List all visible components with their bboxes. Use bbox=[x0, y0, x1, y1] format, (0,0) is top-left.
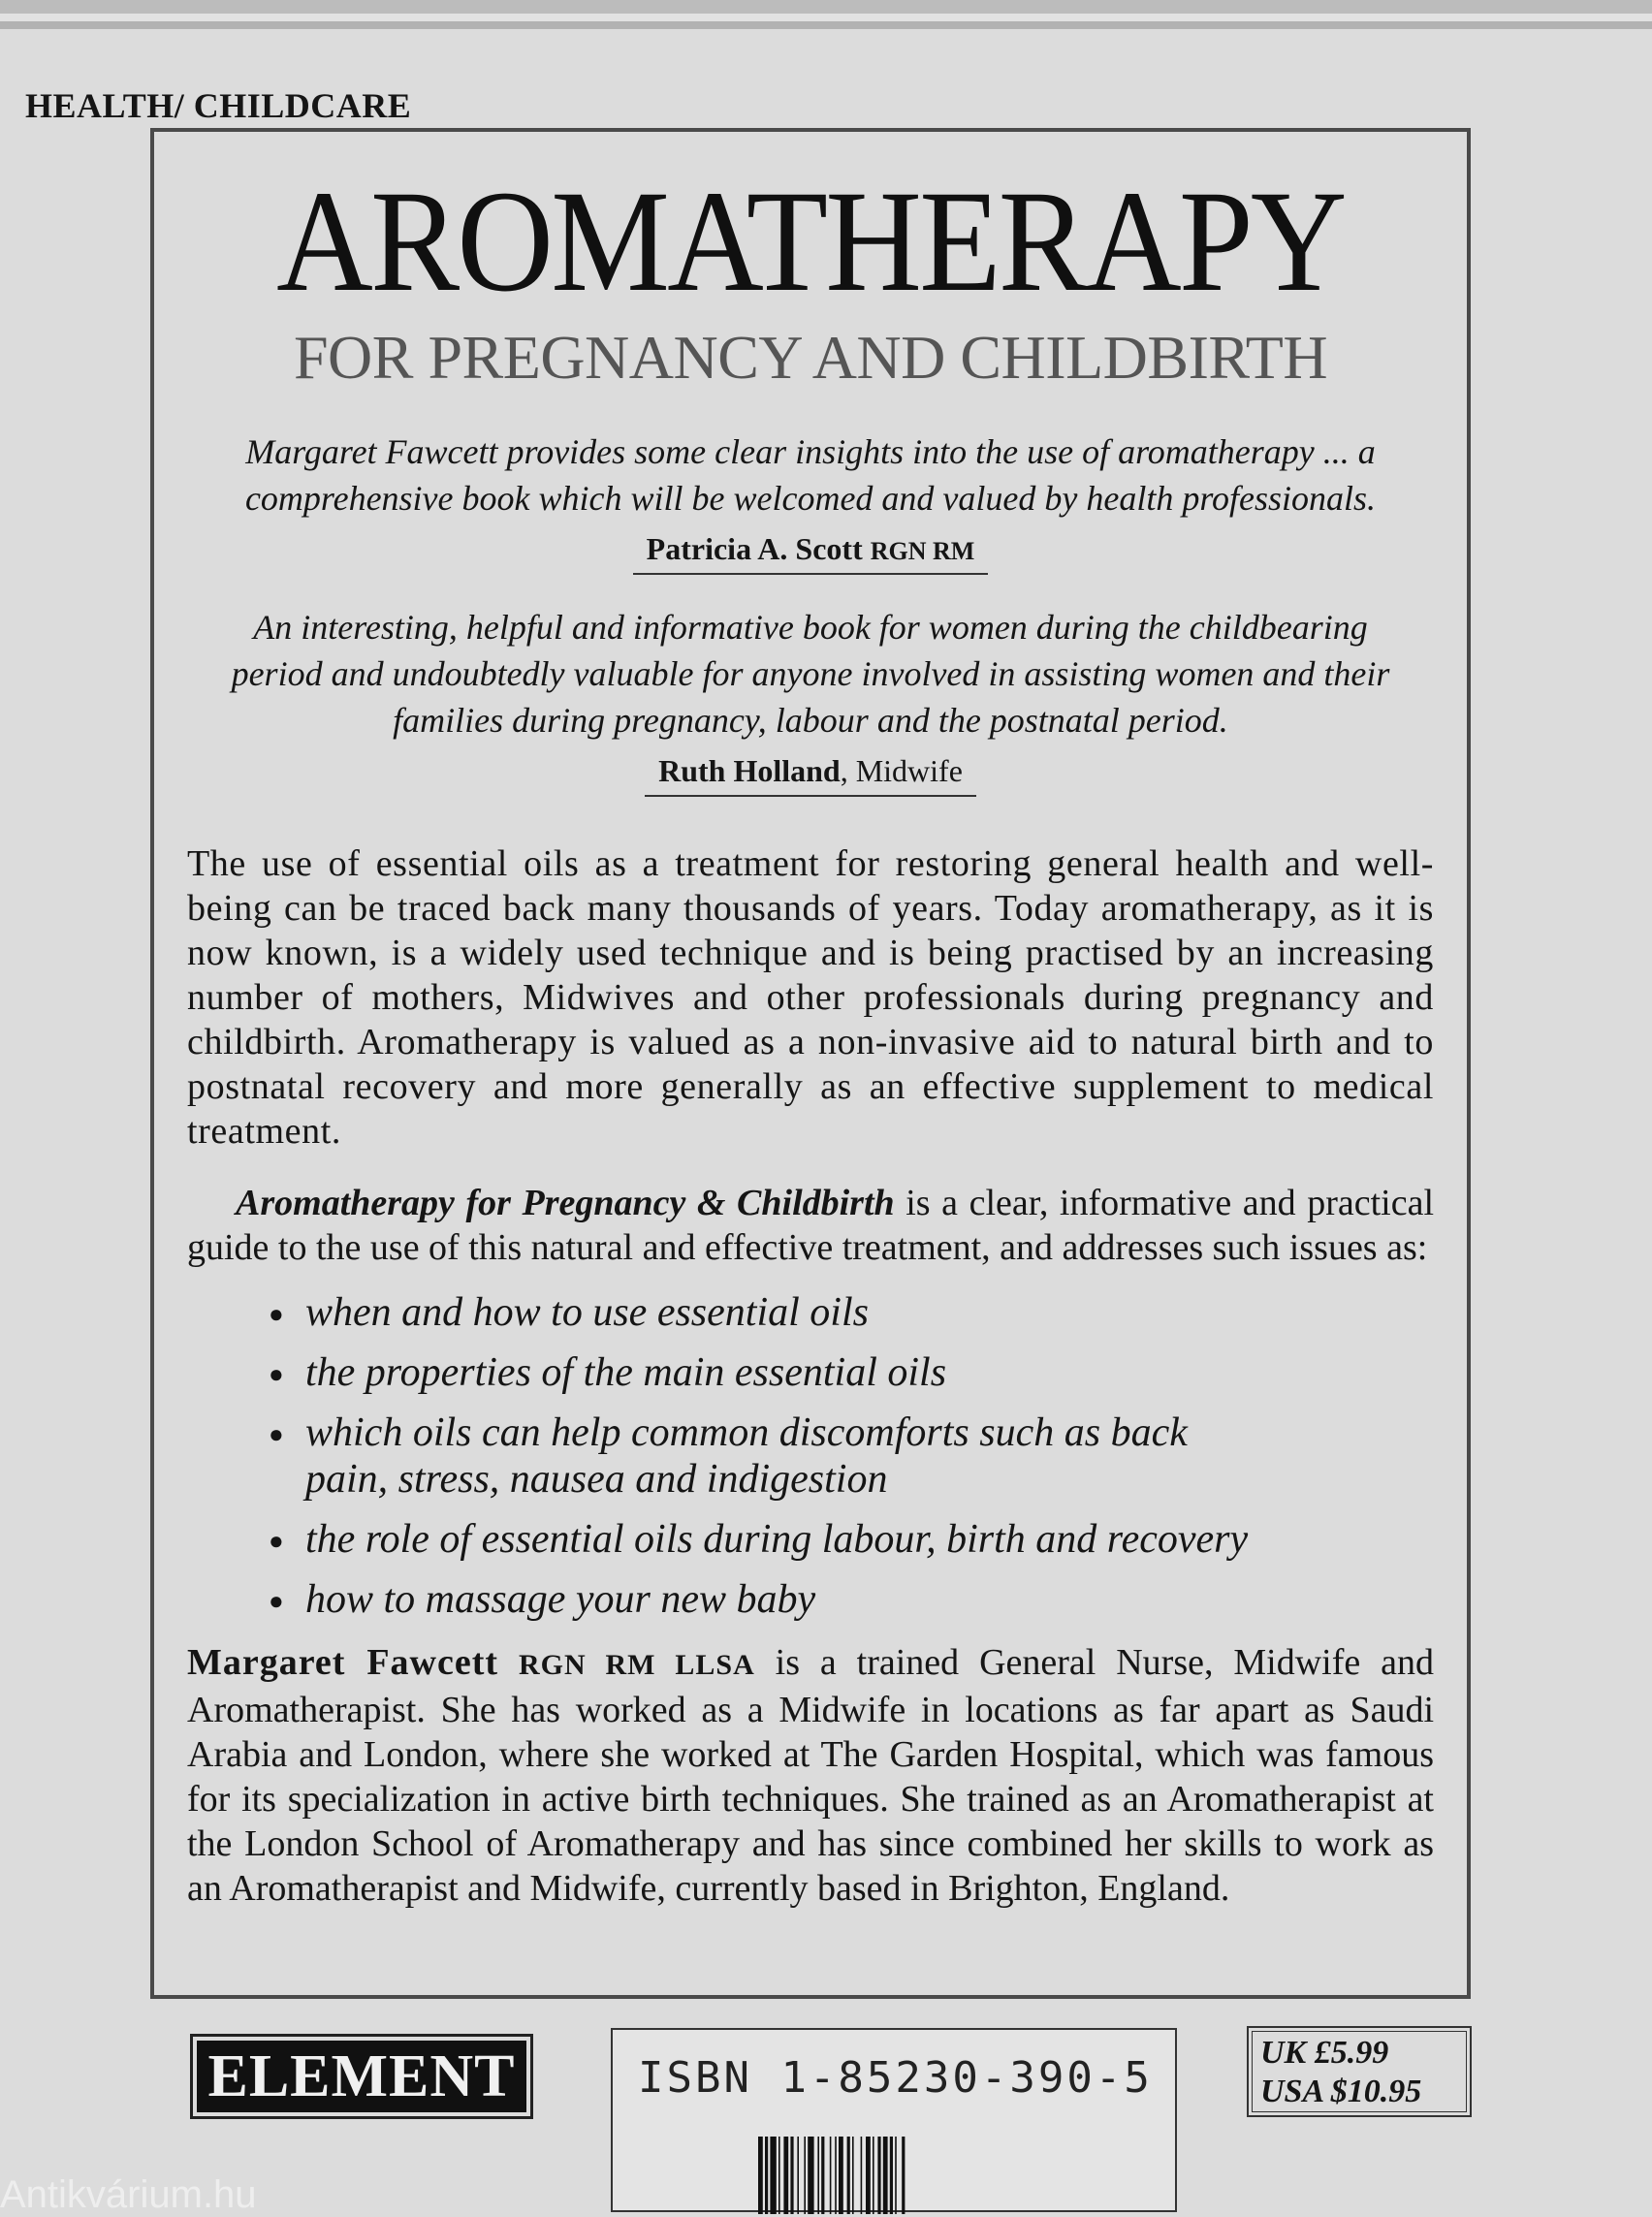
barcode-bar bbox=[835, 2137, 837, 2214]
review-quote-2: An interesting, helpful and informative book for women during the childbearing period and undoubtedly valuable for anyone involved in assisting women and their families during pregnancy, labour and the postnatal period. bbox=[231, 608, 1390, 740]
guide-text: is a clear, informative and practical guide to the use of this natural and effective treatment, and addresses such issues as: bbox=[187, 1183, 1434, 1268]
issues-list bbox=[269, 1289, 1438, 1623]
reviewer-credentials: RGN RM bbox=[870, 537, 975, 565]
book-subtitle: FOR PREGNANCY AND CHILDBIRTH bbox=[293, 323, 1328, 392]
barcode-bar bbox=[873, 2137, 874, 2214]
barcode-bar bbox=[852, 2137, 854, 2214]
list-item: ● the role of essential oils during labour, birth and recovery bbox=[269, 1516, 1438, 1563]
barcode-bar bbox=[765, 2137, 768, 2214]
reviewer-credentials: , Midwife bbox=[840, 753, 963, 788]
list-item: ● when and how to use essential oils bbox=[269, 1289, 1438, 1336]
isbn-box bbox=[611, 2028, 1177, 2212]
barcode-bar bbox=[783, 2137, 788, 2214]
barcode-bar bbox=[866, 2137, 871, 2214]
author-bio-text: is a trained General Nurse, Midwife and Aromatherapist. She has worked as a Midwife in locations as far apart as Saudi Arabia and London, where she worked at The Garden Hospital, which was famous for its specialization in active birth techniques. She trained as an Aromatherapist at the London School of Aromatherapy and has since combined her skills to work as an Aromatherapist and Midwife, currently based in Brighton, England. bbox=[187, 1642, 1435, 1909]
review-attribution-1 bbox=[183, 531, 1438, 575]
barcode-bar bbox=[778, 2137, 780, 2214]
list-item: ● how to massage your new baby bbox=[269, 1576, 1438, 1623]
barcode-graphic bbox=[756, 2137, 1028, 2214]
author-credentials: RGN RM LLSA bbox=[518, 1649, 755, 1681]
intro-paragraph: The use of essential oils as a treatment for restoring general health and well-being can be traced back many thousands of years. Today aromatherapy, as it is now known, is a widely used technique and is being practised by an increasing number of mothers, Midwives and other professionals during pregnancy and childbirth. Aromatherapy is valued as a non-invasive aid to natural birth and to postnatal recovery and more generally as an effective supplement to medical treatment. bbox=[187, 843, 1434, 1152]
watermark: Antikvárium.hu bbox=[0, 2173, 257, 2216]
barcode-bar bbox=[890, 2137, 893, 2214]
author-name: Margaret Fawcett bbox=[187, 1642, 499, 1683]
barcode-bar bbox=[758, 2137, 763, 2214]
barcode-bar bbox=[877, 2137, 880, 2214]
barcode-bar bbox=[821, 2137, 824, 2214]
reviewer-name: Ruth Holland bbox=[658, 753, 841, 788]
barcode-bar bbox=[895, 2137, 897, 2214]
barcode-bar bbox=[797, 2137, 799, 2214]
barcode-bar bbox=[839, 2137, 843, 2214]
barcode-bar bbox=[830, 2137, 832, 2214]
barcode-bar bbox=[883, 2137, 888, 2214]
barcode-bar bbox=[817, 2137, 819, 2214]
guide-book-title: Aromatherapy for Pregnancy & Childbirth bbox=[236, 1183, 895, 1223]
list-item: ● which oils can help common discomforts such as back pain, stress, nausea and indigestion bbox=[269, 1409, 1438, 1503]
list-item: ● the properties of the main essential oils bbox=[269, 1349, 1438, 1396]
book-title: AROMATHERAPY bbox=[276, 161, 1345, 322]
barcode-bar bbox=[902, 2137, 905, 2214]
review-attribution-2 bbox=[183, 753, 1438, 797]
price-box bbox=[1247, 2026, 1472, 2117]
barcode-bar bbox=[770, 2137, 776, 2214]
barcode-bar bbox=[847, 2137, 850, 2214]
publisher-name: ELEMENT bbox=[197, 2041, 526, 2112]
top-stripe bbox=[0, 0, 1652, 35]
guide-paragraph bbox=[183, 1181, 1438, 1270]
author-bio bbox=[183, 1640, 1438, 1911]
barcode-bar bbox=[861, 2137, 863, 2214]
category-label: HEALTH/ CHILDCARE bbox=[25, 86, 412, 125]
price-usa: USA $10.95 bbox=[1260, 2074, 1422, 2109]
barcode-bar bbox=[804, 2137, 806, 2214]
reviewer-name: Patricia A. Scott bbox=[646, 531, 863, 566]
review-quote-1: Margaret Fawcett provides some clear insights into the use of aromatherapy ... a comprehensive book which will be welcomed and valued by health professionals. bbox=[244, 432, 1377, 518]
price-uk: UK £5.99 bbox=[1260, 2035, 1389, 2071]
barcode-bar bbox=[790, 2137, 793, 2214]
publisher-logo bbox=[190, 2034, 533, 2119]
barcode-bar bbox=[808, 2137, 813, 2214]
cover-frame bbox=[150, 128, 1471, 1999]
isbn-number: ISBN 1-85230-390-5 bbox=[638, 2053, 1153, 2103]
